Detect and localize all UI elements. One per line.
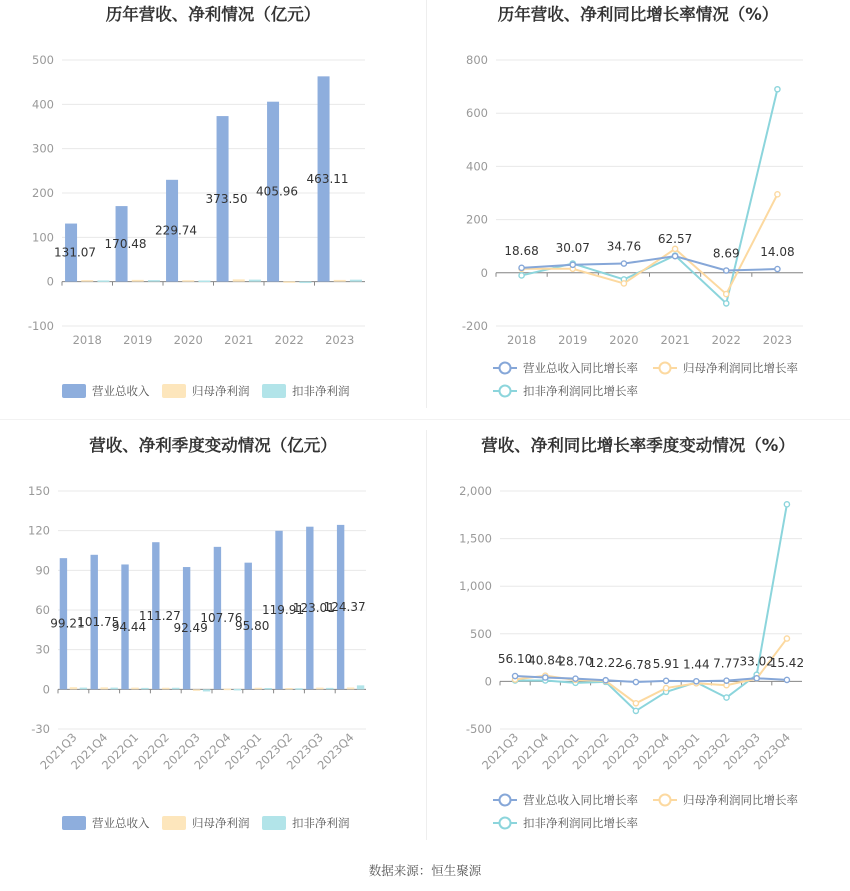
legend-label: 归母净利润	[192, 384, 250, 398]
legend-label: 扣非净利润	[292, 816, 350, 830]
y-tick-label: 400	[466, 159, 488, 174]
legend-marker	[500, 818, 511, 829]
y-tick-label: 0	[42, 682, 50, 697]
y-tick-label: 600	[466, 106, 488, 121]
x-tick-label: 2022Q3	[599, 730, 643, 773]
line-data-label: 33.02	[739, 654, 774, 669]
legend-label: 营业总收入同比增长率	[523, 793, 638, 807]
bar-data-label: 405.96	[256, 184, 299, 199]
y-tick-label: 150	[28, 484, 50, 498]
x-tick-label: 2022Q2	[569, 730, 612, 773]
y-tick-label: 100	[32, 230, 54, 245]
y-tick-label: 2,000	[459, 484, 492, 498]
legend-label: 归母净利润同比增长率	[683, 361, 798, 375]
line-data-label: 8.69	[712, 246, 740, 261]
y-tick-label: -30	[31, 722, 50, 736]
line-point	[784, 636, 789, 641]
chart-title: 营收、净利同比增长率季度变动情况（%）	[481, 436, 795, 455]
x-tick-label: 2019	[123, 333, 153, 347]
bar-data-label: 229.74	[155, 223, 198, 238]
bar-data-label: 131.07	[54, 245, 97, 260]
line-data-label: 1.44	[682, 657, 710, 672]
x-tick-label: 2022Q1	[98, 730, 142, 773]
x-tick-label: 2023Q4	[750, 730, 794, 773]
bar-data-label: 107.76	[200, 611, 243, 626]
x-tick-label: 2023Q1	[222, 730, 265, 773]
legend-label: 营业总收入	[92, 384, 150, 398]
y-tick-label: 200	[32, 186, 54, 200]
line-data-label: 7.77	[713, 656, 740, 671]
legend-marker	[500, 795, 511, 806]
chart-title: 历年营收、净利同比增长率情况（%）	[497, 5, 779, 24]
line-data-label: 40.84	[528, 653, 563, 668]
chart-title: 营收、净利季度变动情况（亿元）	[89, 436, 337, 455]
x-tick-label: 2022Q2	[129, 730, 172, 773]
bar-data-label: 111.27	[138, 608, 181, 623]
x-tick-label: 2018	[506, 333, 537, 347]
line-data-label: 5.91	[652, 656, 680, 671]
x-tick-label: 2020	[173, 333, 203, 347]
y-tick-label: 0	[484, 674, 492, 689]
data-source-note: 数据来源：恒生聚源	[368, 863, 482, 878]
x-tick-label: 2022Q3	[160, 730, 203, 773]
line-point	[543, 675, 548, 680]
line-data-label: 12.22	[588, 656, 623, 671]
bar-data-label: 373.50	[205, 191, 248, 206]
line-point	[724, 695, 729, 700]
bar-data-label: 99.21	[50, 616, 85, 631]
bar-data-label: 119.91	[262, 603, 305, 618]
legend-marker	[660, 795, 671, 806]
y-tick-label: 500	[32, 53, 54, 67]
line-data-label: 14.08	[760, 245, 795, 260]
x-tick-label: 2023Q4	[314, 730, 357, 773]
line-point	[694, 679, 699, 684]
x-tick-label: 2018	[72, 333, 102, 347]
x-tick-label: 2023	[762, 333, 793, 347]
y-tick-label: -100	[27, 319, 54, 333]
line-point	[784, 677, 789, 682]
line-data-label: 62.57	[657, 232, 693, 247]
x-tick-label: 2022Q4	[630, 730, 673, 773]
x-tick-label: 2023Q3	[283, 730, 326, 773]
line-data-label: 15.42	[769, 655, 805, 670]
line-data-label: 56.10	[497, 652, 533, 667]
line-data-label: 18.68	[504, 243, 539, 258]
x-tick-label: 2023Q2	[690, 730, 733, 773]
y-tick-label: -500	[465, 722, 492, 736]
line-point	[603, 678, 608, 683]
legend-label: 归母净利润	[192, 816, 250, 830]
bar-data-label: 95.80	[235, 618, 270, 633]
line-point	[633, 701, 638, 706]
line-point	[724, 678, 729, 683]
x-tick-label: 2019	[558, 333, 588, 347]
bar-data-label: 94.44	[111, 619, 147, 634]
y-tick-label: 800	[466, 53, 488, 67]
legend-label: 扣非净利润同比增长率	[523, 816, 638, 830]
chart-title: 历年营收、净利情况（亿元）	[105, 5, 321, 24]
x-tick-label: 2023Q1	[660, 730, 703, 773]
y-tick-label: 0	[46, 274, 54, 289]
line-point	[633, 708, 638, 713]
bar-data-label: 463.11	[306, 172, 349, 187]
legend-label: 营业总收入同比增长率	[523, 361, 638, 375]
line-point	[664, 678, 669, 683]
x-tick-label: 2022	[711, 333, 741, 347]
y-tick-label: 60	[35, 603, 50, 617]
x-tick-label: 2021Q3	[479, 730, 522, 773]
y-tick-label: 0	[480, 265, 488, 280]
y-tick-label: 1,000	[459, 579, 492, 594]
y-tick-label: 1,500	[459, 531, 492, 546]
x-tick-label: 2021Q4	[509, 730, 552, 773]
bar-data-label: 170.48	[104, 236, 147, 251]
x-tick-label: 2021Q3	[37, 730, 80, 773]
x-tick-label: 2020	[609, 333, 639, 347]
legend-label: 扣非净利润	[292, 384, 350, 398]
line-data-label: 28.70	[558, 654, 593, 669]
bar-data-label: 123.01	[292, 601, 335, 616]
legend-label: 扣非净利润同比增长率	[523, 384, 638, 398]
bar-data-label: 92.49	[173, 621, 208, 636]
y-tick-label: 400	[32, 97, 54, 112]
line-data-label: 30.07	[555, 240, 590, 255]
y-tick-label: -200	[461, 319, 488, 333]
y-tick-label: 120	[28, 523, 50, 538]
x-tick-label: 2023	[325, 333, 355, 347]
x-tick-label: 2022Q1	[539, 730, 582, 773]
x-tick-label: 2023Q2	[252, 730, 296, 773]
line-point	[573, 676, 578, 681]
line-data-label: -6.78	[620, 658, 652, 673]
line-point	[664, 685, 669, 690]
legend-label: 营业总收入	[92, 816, 150, 830]
line-data-label: 34.76	[606, 239, 642, 254]
bar-data-label: 124.37	[323, 600, 366, 615]
y-tick-label: 300	[32, 141, 54, 156]
y-tick-label: 90	[35, 563, 50, 578]
line-point	[633, 679, 638, 684]
y-tick-label: 30	[35, 642, 50, 657]
x-tick-label: 2021	[224, 333, 254, 347]
bar-data-label: 101.75	[77, 615, 120, 630]
line-point	[784, 502, 789, 507]
y-tick-label: 200	[466, 212, 488, 227]
y-tick-label: 500	[470, 626, 492, 641]
x-tick-label: 2021	[660, 333, 690, 347]
line-point	[754, 676, 759, 681]
x-tick-label: 2023Q3	[720, 730, 763, 773]
x-tick-label: 2021Q4	[68, 730, 111, 773]
x-tick-label: 2022	[274, 333, 304, 347]
legend-label: 归母净利润同比增长率	[683, 793, 798, 807]
x-tick-label: 2022Q4	[191, 730, 234, 773]
line-point	[513, 673, 518, 678]
